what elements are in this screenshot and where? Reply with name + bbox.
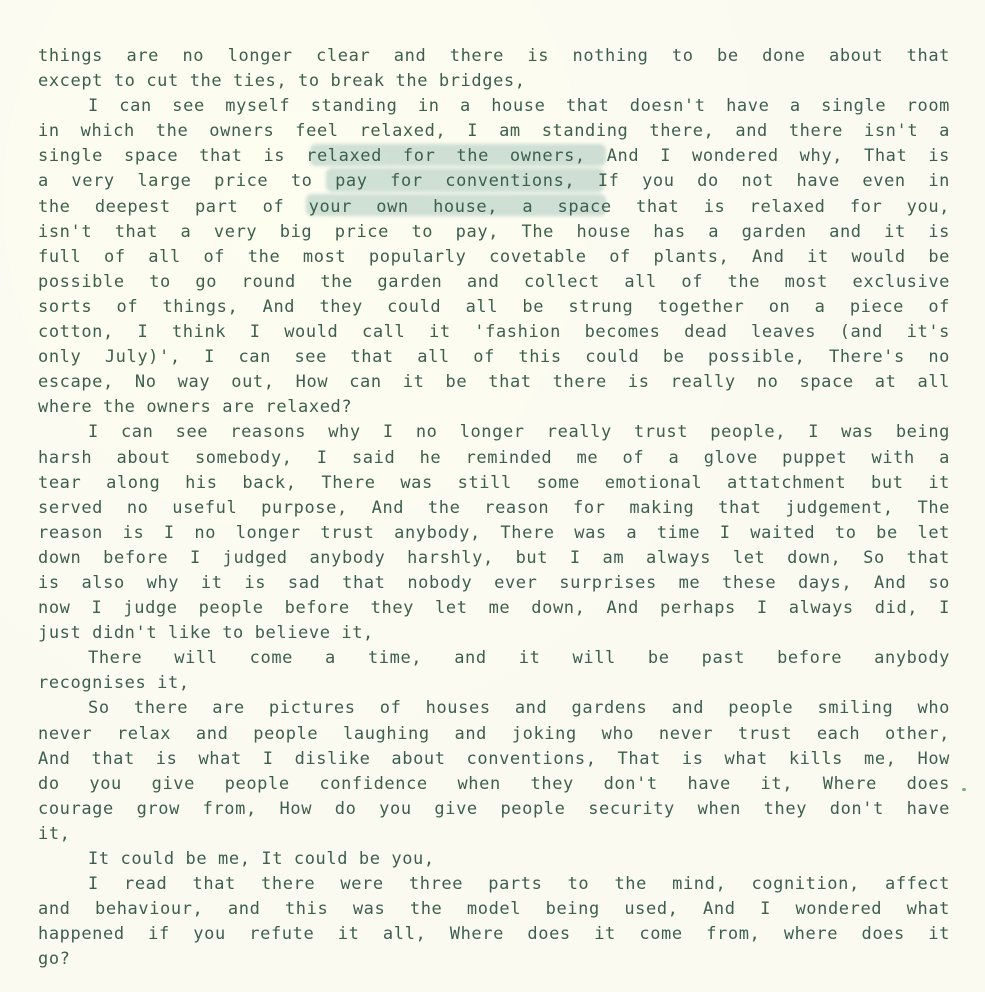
text-line: possible to go round the garden and collect all of the most exclusive [38,271,950,292]
text-line: And that is what I dislike about conventions, That is what kills me, How [38,748,950,769]
text-line: There will come a time, and it will be past before anybody [88,648,950,669]
text-line: never relax and people laughing and joking who never trust each other, [38,723,950,744]
text-line: tear along his back, There was still some emotional attatchment but it [38,472,950,493]
text-line: now I judge people before they let me down, And perhaps I always did, I [38,598,950,619]
text-line: a very large price to pay for conventions, If you do not have even in [38,171,950,192]
text-line: only July)', I can see that all of this could be possible, There's no [38,347,950,368]
text-line: go? [38,949,71,970]
typewritten-text [38,44,950,972]
text-line: it, [38,823,71,844]
text-line: full of all of the most popularly covetable of plants, And it would be [38,246,950,267]
text-line: I can see reasons why I no longer really trust people, I was being [88,422,950,443]
text-line: where the owners are relaxed? [38,397,353,418]
text-line: escape, No way out, How can it be that there is really no space at all [38,372,950,393]
text-line: harsh about somebody, I said he reminded me of a glove puppet with a [38,447,950,468]
text-line: recognises it, [38,673,190,694]
text-line: just didn't like to believe it, [38,623,374,644]
text-line: happened if you refute it all, Where does it come from, where does it [38,924,950,945]
ink-speck [962,788,966,791]
text-line: the deepest part of your own house, a space that is relaxed for you, [38,196,950,217]
text-line: except to cut the ties, to break the bridges, [38,71,526,92]
text-line: single space that is relaxed for the owners, And I wondered why, That is [38,146,950,167]
text-line: cotton, I think I would call it 'fashion becomes dead leaves (and it's [38,322,950,343]
text-line: I read that there were three parts to the mind, cognition, affect [88,874,950,895]
text-line: and behaviour, and this was the model being used, And I wondered what [38,899,950,920]
text-line: So there are pictures of houses and gardens and people smiling who [88,698,950,719]
text-line: things are no longer clear and there is nothing to be done about that [38,46,950,66]
text-line: in which the owners feel relaxed, I am standing there, and there isn't a [38,121,950,142]
text-line: I can see myself standing in a house that doesn't have a single room [88,96,950,117]
text-line: down before I judged anybody harshly, but I am always let down, So that [38,547,950,568]
text-line: served no useful purpose, And the reason for making that judgement, The [38,497,950,518]
text-line: is also why it is sad that nobody ever surprises me these days, And so [38,572,950,593]
text-line: sorts of things, And they could all be strung together on a piece of [38,296,950,317]
text-line: It could be me, It could be you, [88,849,435,869]
text-line: isn't that a very big price to pay, The house has a garden and it is [38,221,950,242]
text-line: do you give people confidence when they don't have it, Where does [38,773,950,794]
text-line: reason is I no longer trust anybody, There was a time I waited to be let [38,522,950,543]
text-line: courage grow from, How do you give people security when they don't have [38,798,950,819]
